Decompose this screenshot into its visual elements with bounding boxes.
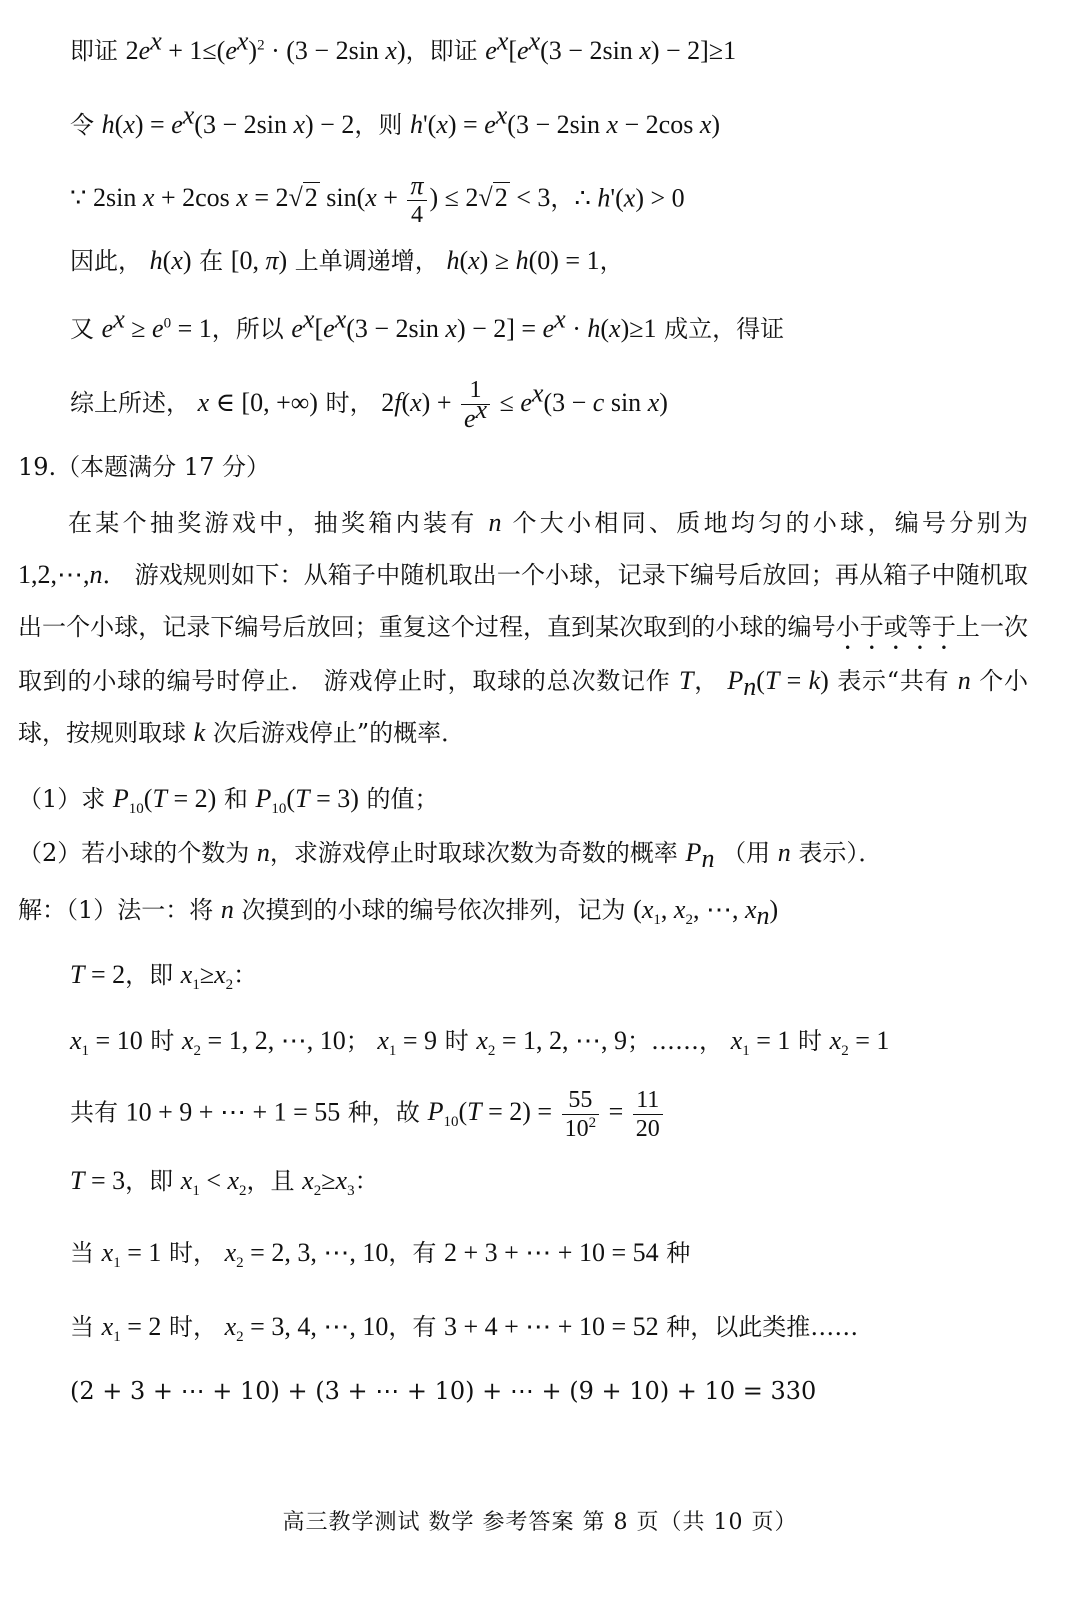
solution-t3-case-2: 当 $x_1 = 2$ 时， $x_2 = 3$, 4, ⋯, 10，有 3 + 4 + ⋯ + 10 = 52 种，以此类推…… bbox=[70, 1312, 859, 1346]
proof-line-6: 综上所述， x ∈ [0, +∞) 时， 2f(x) + $\frac{1}{e^x}$ ≤ $e^x(3 - c$ sin x) bbox=[70, 377, 668, 433]
solution-t3-case-1: 当 $x_1 = 1$ 时， $x_2 = 2$, 3, ⋯, 10，有 2 + 3 + ⋯ + 10 = 54 种 bbox=[70, 1238, 691, 1272]
proof-line-2: 令 $h(x) = e^x(3 - 2\sin$ x) − 2，则 $h'(x) = e^x(3 - 2\sin$ x − 2cos x) bbox=[70, 100, 721, 139]
problem-header: 19.（本题满分 17 分） bbox=[18, 453, 270, 481]
problem-statement: 在某个抽奖游戏中，抽奖箱内装有 n 个大小相同、质地均匀的小球，编号分别为 1,2,⋯,n． 游戏规则如下：从箱子中随机取出一个小球，记录下编号后放回；再从箱子中随机取出一个小球，记录下编号后放回；重复这个过程，直到某次取到的小球的编号小于或等于上一次取到的小球的编号时停止． 游戏停止时，取球的总次数记作 T， $P_n(T = k)$ 表示“共有 n 个小球，按规则取球 k 次后游戏停止”的概率． bbox=[18, 508, 1029, 747]
solution-t3-condition: T = 3，即 $x_1 < x_2$，且 $x_2\ge x_3$： bbox=[70, 1166, 379, 1200]
solution-t3-sum: (2 + 3 + ⋯ + 10) + (3 + ⋯ + 10) + ⋯ + (9 + 10) + 10 = 330 bbox=[70, 1377, 817, 1405]
solution-t2-condition: T = 2，即 $x_1\ge x_2$： bbox=[70, 960, 258, 994]
solution-t2-cases: $x_1 = 10$ 时 $x_2 = 1$, 2, ⋯, 10； $x_1 = 9$ 时 $x_2 = 1$, 2, ⋯, 9；……， $x_1 = 1$ 时 $x_2 = 1$ bbox=[70, 1026, 890, 1060]
proof-line-5: 又 $e^x \ge e^0 = 1$，所以 $e^x[e^x(3 - 2\sin$ $x) - 2] = e^x \cdot h(x)\ge 1$ 成立，得证 bbox=[70, 304, 785, 343]
page-footer: 高三教学测试 数学 参考答案 第 8 页（共 10 页） bbox=[282, 1510, 798, 1535]
proof-line-4: 因此， h(x) 在 [0, π) 上单调递增， h(x) ≥ h(0) = 1， bbox=[70, 246, 624, 275]
question-1: （1）求 $P_{10}(T = 2)$ 和 $P_{10}(T = 3)$ 的值； bbox=[18, 784, 439, 818]
solution-t2-result: 共有 10 + 9 + ⋯ + 1 = 55 种，故 $P_{10}(T = 2)$ = $\frac{55}{10^2}$ = $\frac{11}{20}$ bbox=[70, 1086, 666, 1143]
proof-line-1: 即证 $2e^x + 1\le(e^x)^2 \cdot (3 - 2\sin$ x)，即证 $e^x[e^x(3 - 2\sin$ x) − 2]≥1 bbox=[70, 26, 737, 65]
proof-line-3: ∵ 2sin x + 2cos x = 2√2 sin(x + $\frac{\pi}{4}$ ) ≤ 2√2 < 3，∴ h'(x) > 0 bbox=[70, 171, 685, 228]
question-2: （2）若小球的个数为 n，求游戏停止时取球次数为奇数的概率 $P_n$ （用 n 表示）． bbox=[18, 838, 883, 874]
solution-intro: 解：（1）法一：将 n 次摸到的小球的编号依次排列，记为 ($x_1$, $x_2$, ⋯, $x_n$) bbox=[18, 895, 779, 931]
